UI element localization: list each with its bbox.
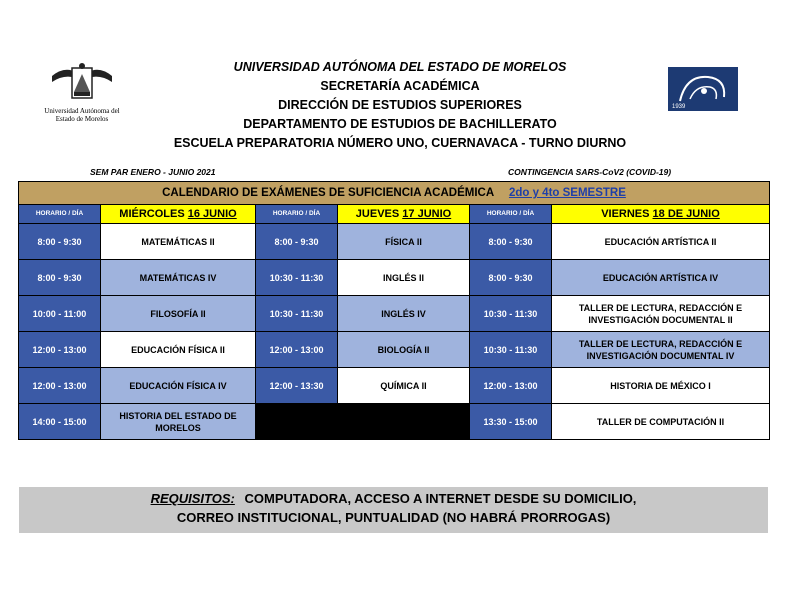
day-header-friday: VIERNES 18 DE JUNIO — [552, 205, 770, 224]
document-header — [120, 58, 680, 153]
time-header: HORARIO / DÍA — [256, 205, 338, 224]
subject-cell: EDUCACIÓN ARTÍSTICA II — [552, 224, 770, 260]
time-cell: 10:30 - 11:30 — [470, 332, 552, 368]
university-name: UNIVERSIDAD AUTÓNOMA DEL ESTADO DE MORELOS — [233, 60, 567, 74]
time-cell: 12:00 - 13:00 — [19, 368, 101, 404]
requirements-text1: COMPUTADORA, ACCESO A INTERNET DESDE SU DOMICILIO, — [244, 491, 637, 506]
subject-cell: FÍSICA II — [338, 224, 470, 260]
empty-time-cell — [256, 404, 338, 440]
subject-cell: TALLER DE LECTURA, REDACCIÓN E INVESTIGACIÓN DOCUMENTAL II — [552, 296, 770, 332]
subject-cell: BIOLOGÍA II — [338, 332, 470, 368]
department-name: DEPARTAMENTO DE ESTUDIOS DE BACHILLERATO — [243, 117, 557, 131]
time-cell: 8:00 - 9:30 — [470, 260, 552, 296]
time-cell: 12:00 - 13:00 — [256, 332, 338, 368]
prepa-logo-year: 1939 — [672, 104, 686, 110]
requirements-label: REQUISITOS: — [150, 491, 235, 506]
uaem-name-line1: Universidad Autónoma del — [44, 107, 120, 115]
table-title-text: CALENDARIO DE EXÁMENES DE SUFICIENCIA ACADÉMICA — [162, 187, 494, 199]
subject-cell: EDUCACIÓN FÍSICA II — [101, 332, 256, 368]
secretariat-name: SECRETARÍA ACADÉMICA — [320, 79, 480, 93]
requirements-box — [19, 487, 768, 533]
time-cell: 8:00 - 9:30 — [256, 224, 338, 260]
subject-cell: MATEMÁTICAS II — [101, 224, 256, 260]
subject-cell: TALLER DE LECTURA, REDACCIÓN E INVESTIGACIÓN DOCUMENTAL IV — [552, 332, 770, 368]
time-cell: 10:00 - 11:00 — [19, 296, 101, 332]
time-cell: 10:30 - 11:30 — [470, 296, 552, 332]
table-title-semester: 2do y 4to SEMESTRE — [508, 187, 626, 199]
subject-cell: EDUCACIÓN ARTÍSTICA IV — [552, 260, 770, 296]
uaem-crest-icon — [50, 62, 114, 102]
time-cell: 8:00 - 9:30 — [19, 260, 101, 296]
uaem-name-line2: Estado de Morelos — [55, 115, 109, 123]
time-cell: 8:00 - 9:30 — [19, 224, 101, 260]
time-cell: 12:00 - 13:00 — [470, 368, 552, 404]
requirements-line2: CORREO INSTITUCIONAL, PUNTUALIDAD (NO HABRÁ PRORROGAS) — [176, 510, 611, 525]
school-name: ESCUELA PREPARATORIA NÚMERO UNO, CUERNAVACA - TURNO DIURNO — [173, 136, 627, 150]
subject-cell: EDUCACIÓN FÍSICA IV — [101, 368, 256, 404]
time-cell: 10:30 - 11:30 — [256, 260, 338, 296]
time-header: HORARIO / DÍA — [470, 205, 552, 224]
table-row — [19, 296, 770, 332]
time-cell: 14:00 - 15:00 — [19, 404, 101, 440]
subject-cell: TALLER DE COMPUTACIÓN II — [552, 404, 770, 440]
subject-cell: QUÍMICA II — [338, 368, 470, 404]
table-row — [19, 368, 770, 404]
time-cell: 12:00 - 13:00 — [19, 332, 101, 368]
subject-cell: HISTORIA DEL ESTADO DE MORELOS — [101, 404, 256, 440]
time-header: HORARIO / DÍA — [19, 205, 101, 224]
time-cell: 10:30 - 11:30 — [256, 296, 338, 332]
time-cell: 8:00 - 9:30 — [470, 224, 552, 260]
time-cell: 12:00 - 13:30 — [256, 368, 338, 404]
day-header-wednesday: MIÉRCOLES 16 JUNIO — [101, 205, 256, 224]
subject-cell: FILOSOFÍA II — [101, 296, 256, 332]
table-row — [19, 224, 770, 260]
contingency-label: CONTINGENCIA SARS-CoV2 (COVID-19) — [508, 167, 672, 177]
directorate-name: DIRECCIÓN DE ESTUDIOS SUPERIORES — [278, 98, 522, 112]
day-header-row — [19, 205, 770, 224]
table-title — [19, 182, 770, 205]
table-row — [19, 332, 770, 368]
subject-cell: INGLÉS IV — [338, 296, 470, 332]
exam-calendar-table — [18, 181, 770, 440]
table-row — [19, 260, 770, 296]
semester-label: SEM PAR ENERO - JUNIO 2021 — [90, 167, 216, 177]
day-header-thursday: JUEVES 17 JUNIO — [338, 205, 470, 224]
time-cell: 13:30 - 15:00 — [470, 404, 552, 440]
table-title-row — [19, 182, 770, 205]
subject-cell: HISTORIA DE MÉXICO I — [552, 368, 770, 404]
subject-cell: MATEMÁTICAS IV — [101, 260, 256, 296]
empty-subject-cell — [338, 404, 470, 440]
subject-cell: INGLÉS II — [338, 260, 470, 296]
requirements-line1 — [19, 489, 768, 508]
table-row — [19, 404, 770, 440]
